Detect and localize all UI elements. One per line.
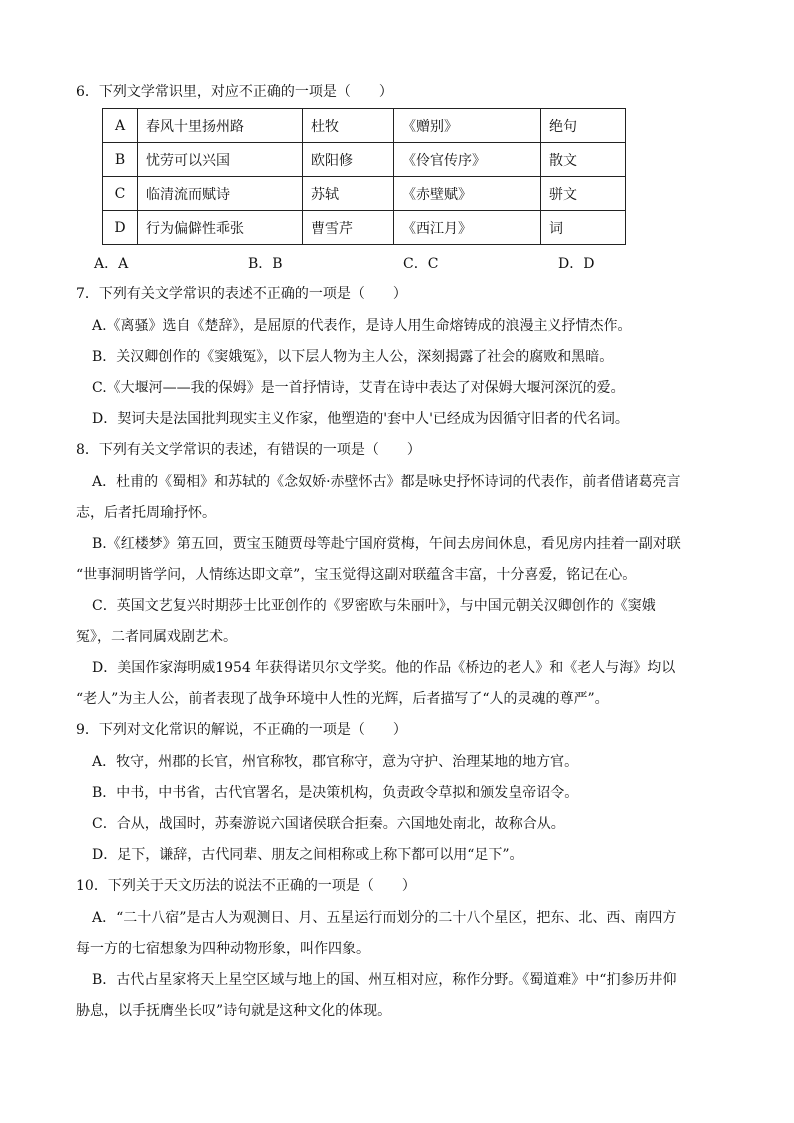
table-cell: 《赠别》 [394, 109, 541, 143]
table-cell: B [103, 143, 138, 177]
table-cell: 杜牧 [303, 109, 394, 143]
table-cell: 曹雪芹 [303, 211, 394, 245]
table-cell: 《伶官传序》 [394, 143, 541, 177]
q6-choice-c: C．C [403, 256, 439, 272]
table-cell: 词 [541, 211, 626, 245]
table-row [103, 211, 626, 245]
q8-option-c-line2: 冤》，二者同属戏剧艺术。 [76, 629, 237, 645]
q9-option-b: B．中书，中书省，古代官署名，是决策机构，负责政令草拟和颁发皇帝诏令。 [92, 785, 579, 801]
table-row [103, 143, 626, 177]
table-cell: 《西江月》 [394, 211, 541, 245]
q8-option-d-line1: D．美国作家海明威1954 年获得诺贝尔文学奖。他的作品《桥边的老人》和《老人与海》均以 [92, 660, 676, 676]
table-row [103, 109, 626, 143]
q6-choice-b: B．B [248, 256, 283, 272]
q8-option-b-line1: B.《红楼梦》第五回，贾宝玉随贾母等赴宁国府赏梅，午间去房间休息，看见房内挂着一副对联 [92, 536, 681, 552]
q8-option-d-line2: “老人”为主人公，前者表现了战争环境中人性的光辉，后者描写了“人的灵魂的尊严”。 [76, 691, 609, 707]
literature-table [102, 108, 626, 245]
q6-choice-d: D．D [558, 256, 595, 272]
question-6-stem: 6．下列文学常识里，对应不正确的一项是（ ） [76, 84, 393, 100]
q7-option-d: D．契诃夫是法国批判现实主义作家，他塑造的'套中人'已经成为因循守旧者的代名词。 [92, 411, 629, 427]
question-7-stem: 7．下列有关文学常识的表述不正确的一项是（ ） [76, 286, 407, 302]
table-cell: 苏轼 [303, 177, 394, 211]
table-row [103, 177, 626, 211]
q8-option-a-line1: A．杜甫的《蜀相》和苏轼的《念奴娇·赤壁怀古》都是咏史抒怀诗词的代表作，前者借诸葛亮言 [92, 474, 681, 490]
q10-option-a-line2: 每一方的七宿想象为四种动物形象，叫作四象。 [76, 941, 370, 957]
table-cell: A [103, 109, 138, 143]
table-cell: 忧劳可以兴国 [138, 143, 303, 177]
table-cell: C [103, 177, 138, 211]
table-cell: D [103, 211, 138, 245]
q7-option-c: C.《大堰河——我的保姆》是一首抒情诗，艾青在诗中表达了对保姆大堰河深沉的爱。 [92, 380, 625, 396]
q10-option-a-line1: A．“二十八宿”是古人为观测日、月、五星运行而划分的二十八个星区，把东、北、西、南四方 [92, 910, 677, 926]
question-9-stem: 9．下列对文化常识的解说，不正确的一项是（ ） [76, 722, 407, 738]
table-cell: 骈文 [541, 177, 626, 211]
q9-option-c: C．合从，战国时，苏秦游说六国诸侯联合拒秦。六国地处南北，故称合从。 [92, 816, 565, 832]
table-cell: 绝句 [541, 109, 626, 143]
question-10-stem: 10．下列关于天文历法的说法不正确的一项是（ ） [76, 878, 416, 894]
q10-option-b-line2: 胁息，以手抚膺坐长叹”诗句就是这种文化的体现。 [76, 1003, 392, 1019]
q8-option-c-line1: C．英国文艺复兴时期莎士比亚创作的《罗密欧与朱丽叶》，与中国元朝关汉卿创作的《窦娥 [92, 598, 656, 614]
table-cell: 临清流而赋诗 [138, 177, 303, 211]
q9-option-d: D．足下，谦辞，古代同辈、朋友之间相称或上称下都可以用“足下”。 [92, 847, 524, 863]
q7-option-a: A.《离骚》选自《楚辞》，是屈原的代表作，是诗人用生命熔铸成的浪漫主义抒情杰作。 [92, 318, 632, 334]
q7-option-b: B．关汉卿创作的《窦娥冤》，以下层人物为主人公，深刻揭露了社会的腐败和黑暗。 [92, 349, 614, 365]
table-cell: 春风十里扬州路 [138, 109, 303, 143]
q10-option-b-line1: B．古代占星家将天上星空区域与地上的国、州互相对应，称作分野。《蜀道难》中“扪参历井仰 [92, 972, 677, 988]
table-cell: 散文 [541, 143, 626, 177]
question-8-stem: 8．下列有关文学常识的表述，有错误的一项是（ ） [76, 442, 421, 458]
q9-option-a: A．牧守，州郡的长官，州官称牧，郡官称守，意为守护、治理某地的地方官。 [92, 754, 579, 770]
table-cell: 欧阳修 [303, 143, 394, 177]
table-cell: 行为偏僻性乖张 [138, 211, 303, 245]
q8-option-a-line2: 志，后者托周瑜抒怀。 [76, 505, 216, 521]
q8-option-b-line2: “世事洞明皆学问，人情练达即文章”，宝玉觉得这副对联蕴含丰富，十分喜爱，铭记在心。 [76, 567, 637, 583]
table-cell: 《赤壁赋》 [394, 177, 541, 211]
q6-choice-a: A．A [94, 256, 129, 272]
